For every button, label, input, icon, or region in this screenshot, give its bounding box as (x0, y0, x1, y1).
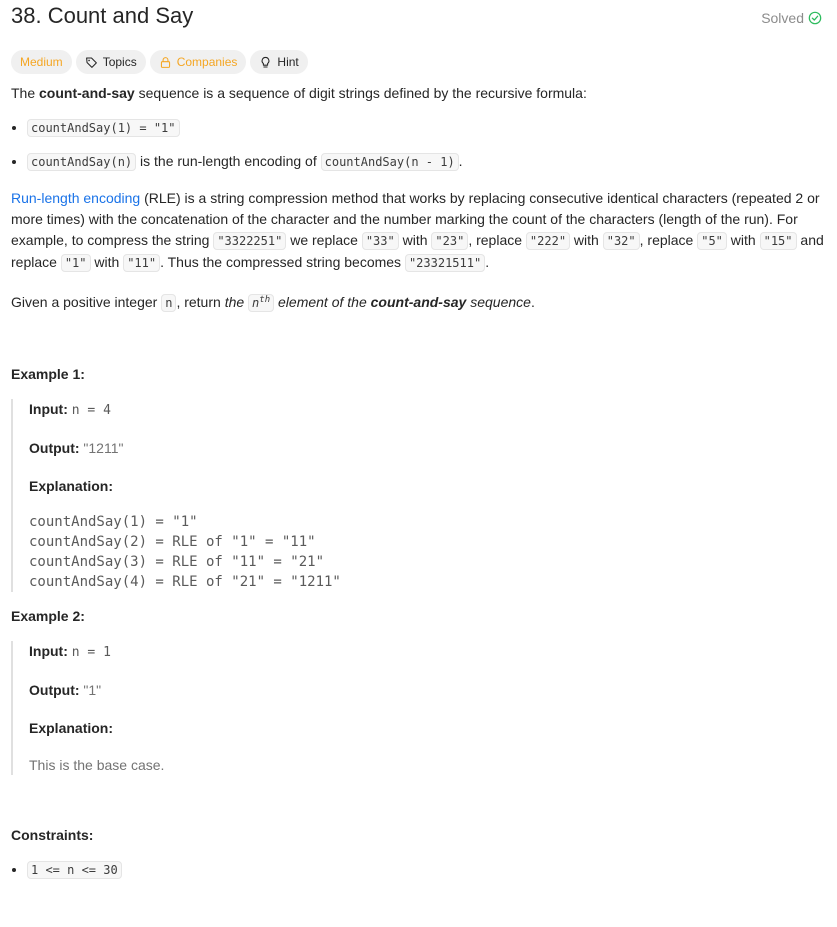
example-2-explanation: This is the base case. (29, 757, 165, 773)
input-value: n = 4 (71, 403, 111, 418)
output-value: "1" (83, 682, 102, 698)
inline-code: "23" (431, 232, 468, 250)
text: with (90, 254, 124, 270)
tag-row (11, 50, 826, 74)
inline-code (248, 294, 274, 312)
output-value: "1211" (83, 440, 124, 456)
explanation-label: Explanation: (29, 478, 114, 494)
text: with (570, 232, 603, 248)
example-2-block (11, 641, 826, 775)
inline-code: "222" (526, 232, 570, 250)
text: . Thus the compressed string becomes (160, 254, 405, 270)
inline-code: "3322251" (213, 232, 286, 250)
output-label: Output: (29, 682, 80, 698)
hint-button[interactable] (250, 50, 307, 74)
example-1-block (11, 399, 826, 592)
list-item (27, 859, 826, 881)
text: we replace (286, 232, 362, 248)
topics-button[interactable] (76, 50, 146, 74)
text: the (224, 294, 249, 310)
text: , replace (639, 232, 698, 248)
example-2-title: Example 2: (11, 608, 85, 624)
check-circle-icon (808, 11, 822, 25)
inline-code: "1" (61, 254, 91, 272)
input-label: Input: (29, 401, 68, 417)
text: The (11, 85, 40, 101)
rle-link[interactable]: Run-length encoding (11, 190, 141, 206)
explanation-label: Explanation: (29, 720, 114, 736)
inline-code: countAndSay(n - 1) (321, 153, 459, 171)
text: . (458, 153, 463, 169)
explanation-line: countAndSay(1) = "1" (29, 514, 198, 530)
topics-label: Topics (102, 55, 137, 69)
text: is the run-length encoding of (136, 153, 321, 169)
task-paragraph (11, 290, 826, 314)
text: (RLE) is a string compression method that works by replacing consecutive identical characters (repeated 2 or more times) with the concatenation of the character and the number marking the count of the characters (length of the run). For example, to compress the string (11, 190, 820, 248)
example-1-output (29, 438, 826, 458)
example-1-input (29, 399, 826, 421)
companies-label: Companies (176, 55, 238, 69)
example-2-output (29, 680, 826, 700)
text: sequence is a sequence of digit strings defined by the recursive formula: (134, 85, 587, 101)
output-label: Output: (29, 440, 80, 456)
explanation-line: countAndSay(2) = RLE of "1" = "11" (29, 534, 316, 550)
example-2-explanation-label (29, 718, 826, 738)
example-1-explanation (29, 512, 826, 592)
inline-code: "32" (603, 232, 640, 250)
difficulty-badge[interactable] (11, 50, 72, 74)
constraints-title: Constraints: (11, 827, 94, 843)
text: . (530, 294, 535, 310)
lightbulb-icon (259, 56, 272, 69)
input-value: n = 1 (71, 645, 111, 660)
difficulty-label: Medium (20, 55, 63, 69)
text: element of the (274, 294, 371, 310)
input-label: Input: (29, 643, 68, 659)
text: n (252, 296, 260, 310)
explanation-line: countAndSay(3) = RLE of "11" = "21" (29, 554, 325, 570)
companies-button[interactable] (150, 50, 247, 74)
text: . (485, 254, 490, 270)
inline-code: countAndSay(1) = "1" (27, 119, 180, 137)
inline-code: "5" (697, 232, 727, 250)
example-1-explanation-label (29, 476, 826, 496)
definition-list (11, 117, 826, 173)
inline-code: 1 <= n <= 30 (27, 861, 122, 879)
list-item (27, 117, 826, 139)
title-row (11, 0, 826, 40)
text: and replace (11, 232, 824, 270)
inline-code: "11" (123, 254, 160, 272)
text: , replace (468, 232, 526, 248)
rle-paragraph (11, 188, 826, 274)
constraints-list (11, 859, 826, 881)
inline-code: "15" (760, 232, 797, 250)
superscript: th (259, 295, 271, 305)
text: , return (176, 294, 225, 310)
inline-code: "33" (362, 232, 399, 250)
hint-label: Hint (277, 55, 299, 69)
list-item (27, 151, 826, 173)
inline-code: n (161, 294, 176, 312)
intro-paragraph (11, 83, 826, 104)
inline-code: "23321511" (405, 254, 485, 272)
example-2-input (29, 641, 826, 663)
text: with (398, 232, 432, 248)
lock-icon (159, 56, 172, 69)
solved-status (761, 10, 822, 26)
explanation-line: countAndSay(4) = RLE of "21" = "1211" (29, 574, 341, 590)
text: with (726, 232, 760, 248)
bold-term: count-and-say (370, 294, 467, 310)
inline-code: countAndSay(n) (27, 153, 136, 171)
page-title[interactable]: 38. Count and Say (11, 3, 194, 28)
bold-term: count-and-say (39, 85, 135, 101)
text: sequence (466, 294, 531, 310)
example-1-title: Example 1: (11, 366, 85, 382)
text: Given a positive integer (11, 294, 162, 310)
solved-label: Solved (761, 10, 804, 26)
tag-icon (85, 56, 98, 69)
